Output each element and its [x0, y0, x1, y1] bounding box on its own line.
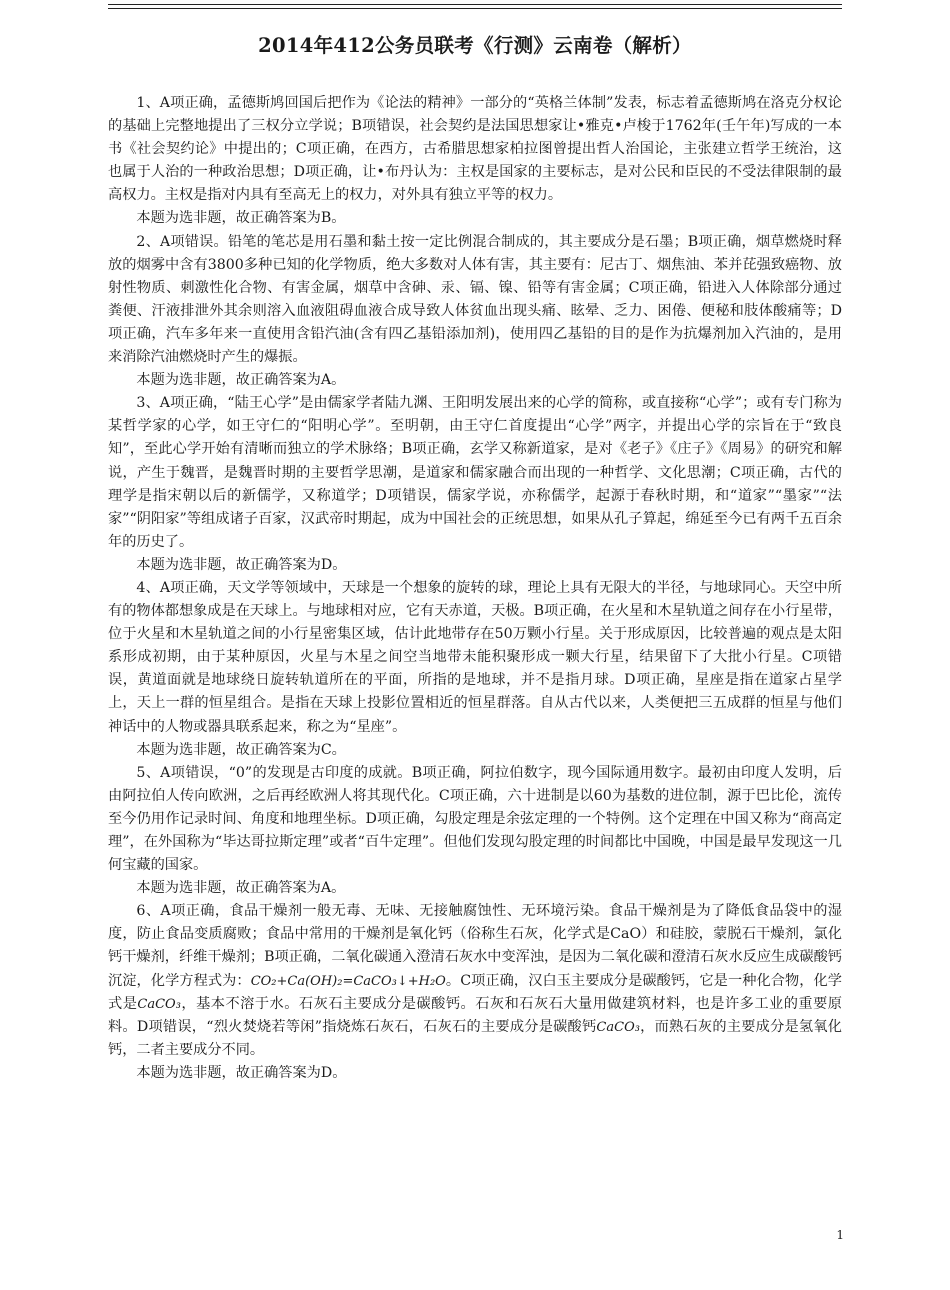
document-title: 2014年412公务员联考《行测》云南卷（解析）: [258, 34, 692, 57]
item-2-answer: 本题为选非题，故正确答案为A。: [136, 372, 346, 389]
item-6-explanation: [108, 900, 842, 1062]
item-1-explanation: 1、A项正确，孟德斯鸠回国后把作为《论法的精神》一部分的“英格兰体制”发表，标志着孟德斯鸠在洛克分权论的基础上完整地提出了三权分立学说；B项错误，社会契约是法国思想家让•雅克•卢梭于1762年(壬午年)写成的一本书《社会契约论》中提出的；C项正确，在西方，古希腊思想家柏拉图曾提出哲人治国论，主张建立哲学王统治，这也属于人治的一种政治思想；D项正确，让•布丹认为：主权是国家的主要标志，是对公民和臣民的不受法律限制的最高权力。主权是指对内具有至高无上的权力，对外具有独立平等的权力。: [108, 95, 842, 204]
item-1-answer: 本题为选非题，故正确答案为B。: [136, 210, 346, 227]
item-4-explanation: 4、A项正确，天文学等领域中，天球是一个想象的旋转的球，理论上具有无限大的半径，与地球同心。天空中所有的物体都想象成是在天球上。与地球相对应，它有天赤道，天极。B项正确，在火星和木星轨道之间存在小行星带，位于火星和木星轨道之间的小行星密集区域，估计此地带存在50万颗小行星。关于形成原因，比较普遍的观点是太阳系形成初期，由于某种原因，火星与木星之间空当地带未能积聚形成一颗大行星，结果留下了大批小行星。C项错误，黄道面就是地球绕日旋转轨道所在的平面，所指的是地球，并不是指月球。D项正确，星座是指在道家占星学上，天上一群的恒星组合。是指在天球上投影位置相近的恒星群落。自从古代以来，人类便把三五成群的恒星与他们神话中的人物或器具联系起来，称之为“星座”。: [108, 579, 842, 735]
header-rule-thick: [108, 4, 842, 5]
item-6-text-part4: ，而熟石灰的主要成分是氢氧化钙，二者主要成分不同。: [108, 1018, 842, 1058]
item-5-explanation: 5、A项错误，“0”的发现是古印度的成就。B项正确，阿拉伯数字，现今国际通用数字。最初由印度人发明，后由阿拉伯人传向欧洲，之后再经欧洲人将其现代化。C项正确，六十进制是以60为基数的进位制，源于巴比伦，流传至今仍用作记录时间、角度和地理坐标。D项正确，勾股定理是余弦定理的一个特例。这个定理在中国又称为“商高定理”，在外国称为“毕达哥拉斯定理”或者“百牛定理”。但他们发现勾股定理的时间都比中国晚，中国是最早发现这一几何宝藏的国家。: [108, 764, 842, 874]
item-6-text-part1: 6、A项正确，食品干燥剂一般无毒、无味、无接触腐蚀性、无环境污染。食品干燥剂是为了降低食品袋中的湿度，防止食品变质腐败；食品中常用的干燥剂是氧化钙（俗称生石灰，化学式是CaO）和硅胶，蒙脱石干燥剂，氯化钙干燥剂，纤维干燥剂；B项正确，二氧化碳通入澄清石灰水中变浑浊，是因为二氧化碳和澄清石灰水反应生成碳酸钙沉淀，化学方程式为：: [108, 903, 842, 989]
item-4-answer: 本题为选非题，故正确答案为C。: [136, 741, 346, 758]
document-body: [108, 92, 842, 1085]
formula-caco3: CaCO₃: [137, 996, 181, 1012]
item-6-text-part3: ，基本不溶于水。石灰石主要成分是碳酸钙。石灰和石灰石大量用做建筑材料，也是许多工业的重要原料。D项错误，“烈火焚烧若等闲”指烧炼石灰石，石灰石的主要成分是碳酸钙: [108, 995, 842, 1035]
item-3-answer: 本题为选非题，故正确答案为D。: [136, 556, 347, 573]
item-6-answer: 本题为选非题，故正确答案为D。: [136, 1064, 347, 1081]
formula-caco3: CaCO₃: [596, 1019, 640, 1035]
item-2-explanation: 2、A项错误。铅笔的笔芯是用石墨和黏土按一定比例混合制成的，其主要成分是石墨；B项正确，烟草燃烧时释放的烟雾中含有3800多种已知的化学物质，绝大多数对人体有害，其主要有：尼古丁、烟焦油、苯并芘强致癌物、放射性物质、刺激性化合物、有害金属，烟草中含砷、汞、镉、镍、铅等有害金属；C项正确，铅进入人体除部分通过粪便、汗液排泄外其余则溶入血液阻碍血液合成导致人体贫血出现头痛、眩晕、乏力、困倦、便秘和肢体酸痛等；D项正确，汽车多年来一直使用含铅汽油(含有四乙基铅添加剂)，使用四乙基铅的目的是作为抗爆剂加入汽油的，是用来消除汽油燃烧时产生的爆振。: [108, 233, 842, 366]
page-number: 1: [836, 1228, 844, 1242]
header-rule-thin: [108, 8, 842, 9]
item-6-text-part2: 。C项正确，汉白玉主要成分是碳酸钙，它是一种化合物，化学式是: [108, 972, 842, 1012]
item-5-answer: 本题为选非题，故正确答案为A。: [136, 880, 346, 897]
chemical-equation: CO₂+Ca(OH)₂=CaCO₃↓+H₂O: [250, 973, 446, 989]
item-3-explanation: 3、A项正确，“陆王心学”是由儒家学者陆九渊、王阳明发展出来的心学的简称，或直接称“心学”；或有专门称为某哲学家的心学，如王守仁的“阳明心学”。至明朝，由王守仁首度提出“心学”两字，并提出心学的宗旨在于“致良知”，至此心学开始有清晰而独立的学术脉络；B项正确，玄学又称新道家，是对《老子》《庄子》《周易》的研究和解说，产生于魏晋，是魏晋时期的主要哲学思潮，是道家和儒家融合而出现的一种哲学、文化思潮；C项正确，古代的理学是指宋朝以后的新儒学，又称道学；D项错误，儒家学说，亦称儒学，起源于春秋时期，和“道家”“墨家”“法家”“阴阳家”等组成诸子百家，汉武帝时期起，成为中国社会的正统思想，如果从孔子算起，绵延至今已有两千五百余年的历史了。: [108, 395, 842, 550]
